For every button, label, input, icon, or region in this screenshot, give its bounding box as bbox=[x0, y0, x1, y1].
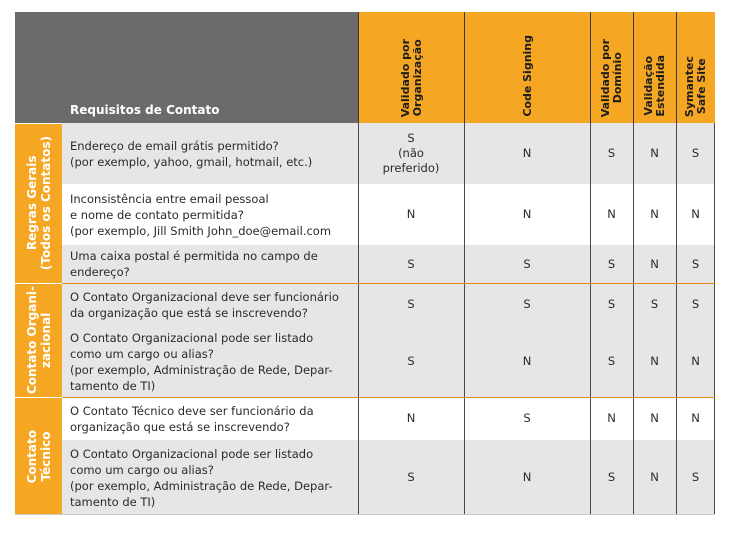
column-divider bbox=[633, 123, 634, 515]
requirement-cell: Endereço de email grátis permitido? (por exemplo, yahoo, gmail, hotmail, etc.) bbox=[62, 123, 358, 184]
requirements-header-label: Requisitos de Contato bbox=[70, 103, 220, 117]
column-header-label: Validado por Domínio bbox=[599, 38, 624, 117]
value-cell: N bbox=[590, 184, 633, 245]
value-cell: S bbox=[676, 245, 715, 283]
column-divider bbox=[358, 123, 359, 515]
column-divider bbox=[590, 123, 591, 515]
group-label-cell bbox=[15, 123, 62, 283]
group-divider bbox=[62, 283, 715, 284]
value-cell: S bbox=[464, 245, 590, 283]
value-cell: S bbox=[358, 326, 464, 397]
requirement-cell: O Contato Organizacional pode ser listado como um cargo ou alias? (por exemplo, Administração de Rede, Depar- tamento de TI) bbox=[62, 440, 358, 515]
value-cell: S bbox=[590, 326, 633, 397]
value-cell: N bbox=[633, 245, 676, 283]
value-cell: N bbox=[633, 123, 676, 184]
value-cell: N bbox=[464, 123, 590, 184]
value-cell: S bbox=[358, 245, 464, 283]
requirement-cell: O Contato Organizacional pode ser listado como um cargo ou alias? (por exemplo, Administração de Rede, Depar- tamento de TI) bbox=[62, 326, 358, 397]
column-header-4 bbox=[633, 12, 676, 123]
value-cell: S bbox=[464, 397, 590, 440]
value-cell: S bbox=[358, 283, 464, 326]
value-cell: S bbox=[676, 283, 715, 326]
value-cell: S bbox=[590, 440, 633, 515]
value-cell: N bbox=[358, 184, 464, 245]
table-bottom-border bbox=[15, 514, 715, 515]
column-header-5 bbox=[676, 12, 715, 123]
column-header-2 bbox=[464, 12, 590, 123]
group-label: Contato Técnico bbox=[24, 429, 53, 484]
value-cell: N bbox=[633, 440, 676, 515]
value-cell: S bbox=[590, 283, 633, 326]
value-cell: N bbox=[464, 184, 590, 245]
requirement-cell: O Contato Técnico deve ser funcionário da organização que está se inscrevendo? bbox=[62, 397, 358, 440]
group-label: Regras Gerais (Todos os Contatos) bbox=[24, 136, 53, 271]
value-cell: N bbox=[676, 326, 715, 397]
column-header-1 bbox=[358, 12, 464, 123]
value-cell: N bbox=[464, 326, 590, 397]
group-label-cell bbox=[15, 283, 62, 397]
column-header-3 bbox=[590, 12, 633, 123]
value-cell: N bbox=[590, 397, 633, 440]
value-cell: S bbox=[676, 440, 715, 515]
value-cell: N bbox=[676, 397, 715, 440]
group-divider bbox=[62, 397, 715, 398]
column-divider bbox=[676, 123, 677, 515]
value-cell: S bbox=[358, 440, 464, 515]
value-cell: S bbox=[590, 123, 633, 184]
value-cell: N bbox=[464, 440, 590, 515]
value-cell: S (não preferido) bbox=[358, 123, 464, 184]
value-cell: N bbox=[358, 397, 464, 440]
value-cell: N bbox=[633, 397, 676, 440]
value-cell: S bbox=[633, 283, 676, 326]
value-cell: S bbox=[464, 283, 590, 326]
requirement-cell: O Contato Organizacional deve ser funcionário da organização que está se inscrevendo? bbox=[62, 283, 358, 326]
column-header-label: Validação Estendida bbox=[642, 55, 667, 117]
value-cell: N bbox=[633, 184, 676, 245]
contact-requirements-table bbox=[15, 12, 715, 530]
column-divider bbox=[464, 123, 465, 515]
value-cell: N bbox=[633, 326, 676, 397]
group-label: Contato Organi- zacional bbox=[24, 286, 53, 395]
value-cell: N bbox=[676, 184, 715, 245]
value-cell: S bbox=[676, 123, 715, 184]
column-header-label: Code Signing bbox=[520, 35, 534, 117]
requirements-header bbox=[15, 12, 358, 123]
requirement-cell: Uma caixa postal é permitida no campo de endereço? bbox=[62, 245, 358, 283]
column-divider bbox=[714, 123, 715, 515]
value-cell: S bbox=[590, 245, 633, 283]
column-header-label: Validado por Organização bbox=[398, 38, 424, 117]
group-label-cell bbox=[15, 397, 62, 515]
column-header-label: Symantec Safe Site bbox=[683, 55, 708, 117]
requirement-cell: Inconsistência entre email pessoal e nome de contato permitida? (por exemplo, Jill Smith John_doe@email.com bbox=[62, 184, 358, 245]
